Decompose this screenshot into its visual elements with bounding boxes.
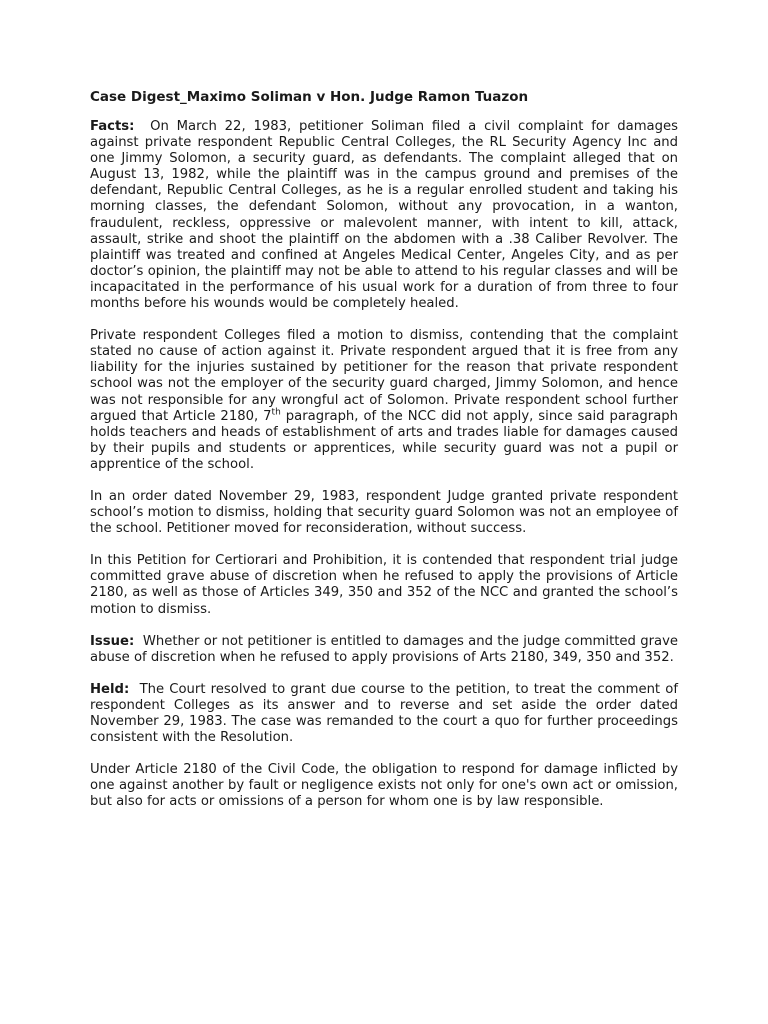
motion-text-part1: Private respondent Colleges filed a motion to dismiss, contending that the complaint stated no cause of action against it. Private respondent argued that it is free from any liability for the injuries sustained by petitioner for the reason that private respondent school was not the employer of the security guard charged, Jimmy Solomon, and hence was not responsible for any wrongful act of Solomon. Private respondent school further argued that Article 2180, 7 xyxy=(90,328,678,424)
held-label: Held: xyxy=(90,681,130,697)
article-2180-paragraph: Under Article 2180 of the Civil Code, the obligation to respond for damage inflicted by one against another by fault or negligence exists not only for one's own act or omission, but also for acts or omissions of a person for whom one is by law responsible. xyxy=(90,762,678,810)
facts-text: On March 22, 1983, petitioner Soliman filed a civil complaint for damages against private respondent Republic Central Colleges, the RL Security Agency Inc and one Jimmy Solomon, a security guard, as defendants. The complaint alleged that on August 13, 1982, while the plaintiff was in the campus ground and premises of the defendant, Republic Central Colleges, as he is a regular enrolled student and taking his morning classes, the defendant Solomon, without any provocation, in a wanton, fraudulent, reckless, oppressive or malevolent manner, with intent to kill, attack, assault, strike and shoot the plaintiff on the abdomen with a .38 Caliber Revolver. The plaintiff was treated and confined at Angeles Medical Center, Angeles City, and as per doctor’s opinion, the plaintiff may not be able to attend to his regular classes and will be incapacitated in the performance of his usual work for a duration of from three to four months before his wounds would be completely healed. xyxy=(90,119,678,312)
held-paragraph xyxy=(90,682,678,746)
issue-paragraph xyxy=(90,634,678,666)
motion-paragraph xyxy=(90,328,678,473)
facts-label: Facts: xyxy=(90,119,135,134)
held-text: The Court resolved to grant due course to the petition, to treat the comment of respondent Colleges as its answer and to reverse and set aside the order dated November 29, 1983. The case was remanded to the court a quo for further proceedings consistent with the Resolution. xyxy=(90,681,678,746)
document-title: Case Digest_Maximo Soliman v Hon. Judge Ramon Tuazon xyxy=(90,89,529,105)
facts-paragraph xyxy=(90,119,678,312)
order-paragraph: In an order dated November 29, 1983, respondent Judge granted private respondent school’s motion to dismiss, holding that security guard Solomon was not an employee of the school. Petitioner moved for reconsideration, without success. xyxy=(90,488,678,537)
issue-text: Whether or not petitioner is entitled to damages and the judge committed grave abuse of discretion when he refused to apply provisions of Arts 2180, 349, 350 and 352. xyxy=(90,633,678,665)
petition-paragraph: In this Petition for Certiorari and Prohibition, it is contended that respondent trial judge committed grave abuse of discretion when he refused to apply the provisions of Article 2180, as well as those of Articles 349, 350 and 352 of the NCC and granted the school’s motion to dismiss. xyxy=(90,553,678,617)
motion-text-part2: paragraph, of the NCC did not apply, since said paragraph holds teachers and heads of establishment of arts and trades liable for damages caused by their pupils and students or apprentices, while security guard was not a pupil or apprentice of the school. xyxy=(90,408,679,472)
superscript-th: th xyxy=(271,407,281,418)
document-page xyxy=(90,88,678,826)
issue-label: Issue: xyxy=(90,633,135,649)
